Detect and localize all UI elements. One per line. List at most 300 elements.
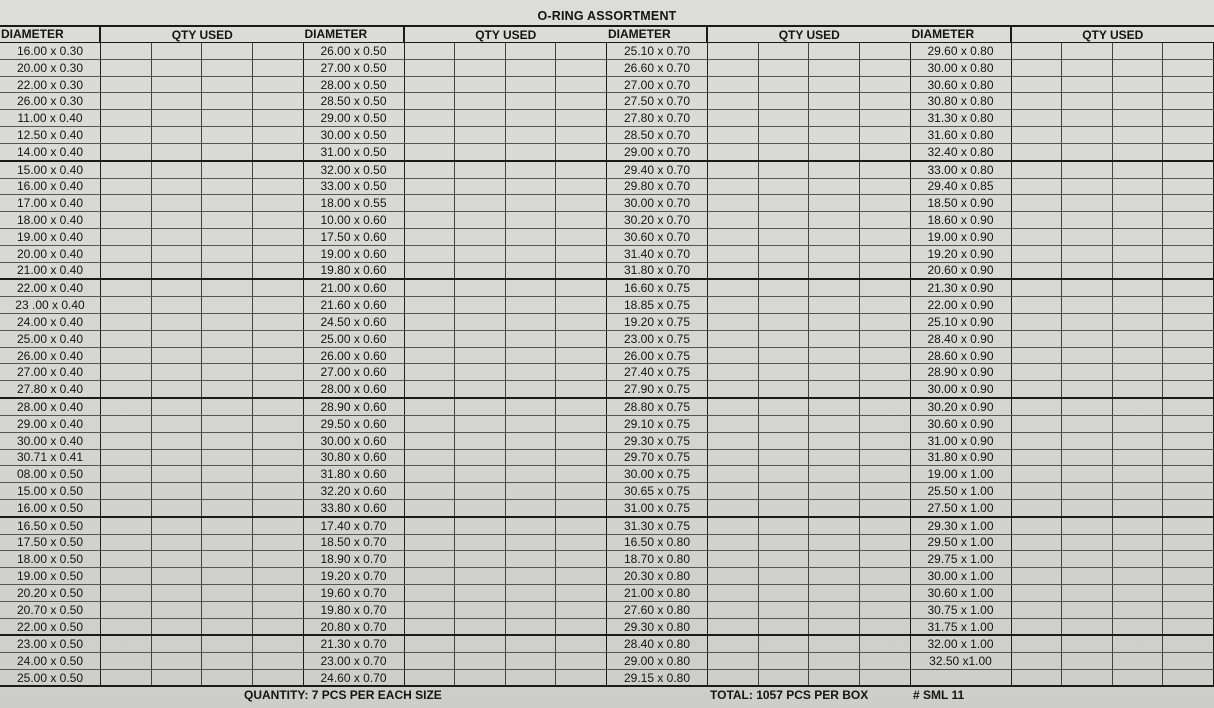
qty-used-cell[interactable]	[506, 93, 557, 109]
qty-used-cell[interactable]	[1062, 466, 1113, 482]
qty-used-cell[interactable]	[556, 551, 607, 567]
qty-used-cell[interactable]	[152, 636, 203, 652]
qty-used-cell[interactable]	[556, 127, 607, 143]
qty-used-cell[interactable]	[1113, 280, 1164, 296]
qty-used-cell[interactable]	[202, 263, 253, 279]
qty-used-cell[interactable]	[1113, 229, 1164, 245]
qty-used-cell[interactable]	[759, 144, 810, 160]
qty-used-cell[interactable]	[455, 636, 506, 652]
qty-used-cell[interactable]	[101, 110, 152, 126]
qty-used-cell[interactable]	[405, 518, 456, 534]
qty-used-cell[interactable]	[455, 195, 506, 211]
qty-used-cell[interactable]	[253, 297, 304, 313]
qty-used-cell[interactable]	[101, 263, 152, 279]
qty-used-cell[interactable]	[860, 263, 911, 279]
qty-used-cell[interactable]	[556, 297, 607, 313]
qty-used-cell[interactable]	[556, 653, 607, 669]
qty-used-cell[interactable]	[253, 280, 304, 296]
qty-used-cell[interactable]	[101, 212, 152, 228]
qty-used-cell[interactable]	[809, 518, 860, 534]
qty-used-cell[interactable]	[202, 416, 253, 432]
qty-used-cell[interactable]	[101, 77, 152, 93]
qty-used-cell[interactable]	[860, 653, 911, 669]
qty-used-cell[interactable]	[860, 127, 911, 143]
qty-used-cell[interactable]	[202, 636, 253, 652]
qty-used-cell[interactable]	[202, 280, 253, 296]
qty-used-cell[interactable]	[708, 43, 759, 59]
qty-used-cell[interactable]	[860, 483, 911, 499]
qty-used-cell[interactable]	[759, 314, 810, 330]
qty-used-cell[interactable]	[253, 535, 304, 551]
qty-used-cell[interactable]	[1163, 77, 1214, 93]
qty-used-cell[interactable]	[1113, 568, 1164, 584]
qty-used-cell[interactable]	[506, 568, 557, 584]
qty-used-cell[interactable]	[506, 636, 557, 652]
qty-used-cell[interactable]	[1113, 483, 1164, 499]
qty-used-cell[interactable]	[152, 195, 203, 211]
qty-used-cell[interactable]	[809, 110, 860, 126]
qty-used-cell[interactable]	[101, 551, 152, 567]
qty-used-cell[interactable]	[455, 381, 506, 397]
qty-used-cell[interactable]	[759, 127, 810, 143]
qty-used-cell[interactable]	[253, 619, 304, 635]
qty-used-cell[interactable]	[1163, 297, 1214, 313]
qty-used-cell[interactable]	[152, 348, 203, 364]
qty-used-cell[interactable]	[253, 263, 304, 279]
qty-used-cell[interactable]	[1113, 381, 1164, 397]
qty-used-cell[interactable]	[202, 483, 253, 499]
qty-used-cell[interactable]	[1113, 127, 1164, 143]
qty-used-cell[interactable]	[809, 450, 860, 466]
qty-used-cell[interactable]	[556, 500, 607, 516]
qty-used-cell[interactable]	[253, 212, 304, 228]
qty-used-cell[interactable]	[1163, 399, 1214, 415]
qty-used-cell[interactable]	[1163, 433, 1214, 449]
qty-used-cell[interactable]	[506, 212, 557, 228]
qty-used-cell[interactable]	[101, 500, 152, 516]
qty-used-cell[interactable]	[455, 127, 506, 143]
qty-used-cell[interactable]	[1163, 110, 1214, 126]
qty-used-cell[interactable]	[1113, 450, 1164, 466]
qty-used-cell[interactable]	[708, 568, 759, 584]
qty-used-cell[interactable]	[1163, 636, 1214, 652]
qty-used-cell[interactable]	[253, 60, 304, 76]
qty-used-cell[interactable]	[1062, 246, 1113, 262]
qty-used-cell[interactable]	[152, 450, 203, 466]
qty-used-cell[interactable]	[506, 246, 557, 262]
qty-used-cell[interactable]	[1113, 399, 1164, 415]
qty-used-cell[interactable]	[759, 619, 810, 635]
qty-used-cell[interactable]	[759, 585, 810, 601]
qty-used-cell[interactable]	[708, 433, 759, 449]
qty-used-cell[interactable]	[506, 399, 557, 415]
qty-used-cell[interactable]	[253, 144, 304, 160]
qty-used-cell[interactable]	[1062, 179, 1113, 195]
qty-used-cell[interactable]	[1012, 602, 1063, 618]
qty-used-cell[interactable]	[202, 77, 253, 93]
qty-used-cell[interactable]	[1012, 93, 1063, 109]
qty-used-cell[interactable]	[405, 43, 456, 59]
qty-used-cell[interactable]	[1163, 127, 1214, 143]
qty-used-cell[interactable]	[1163, 585, 1214, 601]
qty-used-cell[interactable]	[253, 179, 304, 195]
qty-used-cell[interactable]	[1163, 653, 1214, 669]
qty-used-cell[interactable]	[1113, 636, 1164, 652]
qty-used-cell[interactable]	[455, 110, 506, 126]
qty-used-cell[interactable]	[860, 364, 911, 380]
qty-used-cell[interactable]	[759, 110, 810, 126]
qty-used-cell[interactable]	[253, 162, 304, 178]
qty-used-cell[interactable]	[1062, 297, 1113, 313]
qty-used-cell[interactable]	[455, 399, 506, 415]
qty-used-cell[interactable]	[809, 636, 860, 652]
qty-used-cell[interactable]	[759, 364, 810, 380]
qty-used-cell[interactable]	[1113, 518, 1164, 534]
qty-used-cell[interactable]	[860, 602, 911, 618]
qty-used-cell[interactable]	[506, 162, 557, 178]
qty-used-cell[interactable]	[1113, 179, 1164, 195]
qty-used-cell[interactable]	[101, 348, 152, 364]
qty-used-cell[interactable]	[1113, 331, 1164, 347]
qty-used-cell[interactable]	[1113, 246, 1164, 262]
qty-used-cell[interactable]	[1113, 653, 1164, 669]
qty-used-cell[interactable]	[1062, 653, 1113, 669]
qty-used-cell[interactable]	[253, 585, 304, 601]
qty-used-cell[interactable]	[860, 60, 911, 76]
qty-used-cell[interactable]	[1062, 551, 1113, 567]
qty-used-cell[interactable]	[405, 466, 456, 482]
qty-used-cell[interactable]	[253, 314, 304, 330]
qty-used-cell[interactable]	[809, 381, 860, 397]
qty-used-cell[interactable]	[405, 602, 456, 618]
qty-used-cell[interactable]	[708, 619, 759, 635]
qty-used-cell[interactable]	[506, 619, 557, 635]
qty-used-cell[interactable]	[253, 568, 304, 584]
qty-used-cell[interactable]	[556, 348, 607, 364]
qty-used-cell[interactable]	[202, 518, 253, 534]
qty-used-cell[interactable]	[1062, 93, 1113, 109]
qty-used-cell[interactable]	[1012, 619, 1063, 635]
qty-used-cell[interactable]	[708, 636, 759, 652]
qty-used-cell[interactable]	[253, 77, 304, 93]
qty-used-cell[interactable]	[759, 568, 810, 584]
qty-used-cell[interactable]	[1062, 331, 1113, 347]
qty-used-cell[interactable]	[556, 43, 607, 59]
qty-used-cell[interactable]	[1062, 500, 1113, 516]
qty-used-cell[interactable]	[708, 466, 759, 482]
qty-used-cell[interactable]	[253, 348, 304, 364]
qty-used-cell[interactable]	[405, 568, 456, 584]
qty-used-cell[interactable]	[1163, 568, 1214, 584]
qty-used-cell[interactable]	[556, 518, 607, 534]
qty-used-cell[interactable]	[809, 585, 860, 601]
qty-used-cell[interactable]	[556, 602, 607, 618]
qty-used-cell[interactable]	[152, 518, 203, 534]
qty-used-cell[interactable]	[152, 179, 203, 195]
qty-used-cell[interactable]	[556, 314, 607, 330]
qty-used-cell[interactable]	[556, 381, 607, 397]
qty-used-cell[interactable]	[1113, 619, 1164, 635]
qty-used-cell[interactable]	[759, 263, 810, 279]
qty-used-cell[interactable]	[455, 364, 506, 380]
qty-used-cell[interactable]	[1163, 416, 1214, 432]
qty-used-cell[interactable]	[506, 535, 557, 551]
qty-used-cell[interactable]	[708, 314, 759, 330]
qty-used-cell[interactable]	[1012, 331, 1063, 347]
qty-used-cell[interactable]	[708, 212, 759, 228]
qty-used-cell[interactable]	[1012, 568, 1063, 584]
qty-used-cell[interactable]	[1012, 551, 1063, 567]
qty-used-cell[interactable]	[455, 179, 506, 195]
qty-used-cell[interactable]	[860, 77, 911, 93]
qty-used-cell[interactable]	[1062, 433, 1113, 449]
qty-used-cell[interactable]	[1113, 297, 1164, 313]
qty-used-cell[interactable]	[455, 535, 506, 551]
qty-used-cell[interactable]	[708, 127, 759, 143]
qty-used-cell[interactable]	[860, 416, 911, 432]
qty-used-cell[interactable]	[202, 602, 253, 618]
qty-used-cell[interactable]	[101, 60, 152, 76]
qty-used-cell[interactable]	[202, 381, 253, 397]
qty-used-cell[interactable]	[506, 670, 557, 686]
qty-used-cell[interactable]	[809, 263, 860, 279]
qty-used-cell[interactable]	[759, 348, 810, 364]
qty-used-cell[interactable]	[1062, 162, 1113, 178]
qty-used-cell[interactable]	[860, 246, 911, 262]
qty-used-cell[interactable]	[455, 162, 506, 178]
qty-used-cell[interactable]	[101, 483, 152, 499]
qty-used-cell[interactable]	[152, 110, 203, 126]
qty-used-cell[interactable]	[202, 585, 253, 601]
qty-used-cell[interactable]	[101, 43, 152, 59]
qty-used-cell[interactable]	[405, 246, 456, 262]
qty-used-cell[interactable]	[1113, 466, 1164, 482]
qty-used-cell[interactable]	[1062, 518, 1113, 534]
qty-used-cell[interactable]	[202, 670, 253, 686]
qty-used-cell[interactable]	[708, 518, 759, 534]
qty-used-cell[interactable]	[253, 381, 304, 397]
qty-used-cell[interactable]	[556, 535, 607, 551]
qty-used-cell[interactable]	[101, 144, 152, 160]
qty-used-cell[interactable]	[1012, 518, 1063, 534]
qty-used-cell[interactable]	[860, 670, 911, 686]
qty-used-cell[interactable]	[1113, 93, 1164, 109]
qty-used-cell[interactable]	[253, 500, 304, 516]
qty-used-cell[interactable]	[708, 450, 759, 466]
qty-used-cell[interactable]	[253, 433, 304, 449]
qty-used-cell[interactable]	[152, 297, 203, 313]
qty-used-cell[interactable]	[1062, 77, 1113, 93]
qty-used-cell[interactable]	[101, 331, 152, 347]
qty-used-cell[interactable]	[1113, 43, 1164, 59]
qty-used-cell[interactable]	[1062, 212, 1113, 228]
qty-used-cell[interactable]	[1113, 263, 1164, 279]
qty-used-cell[interactable]	[809, 93, 860, 109]
qty-used-cell[interactable]	[1012, 280, 1063, 296]
qty-used-cell[interactable]	[860, 229, 911, 245]
qty-used-cell[interactable]	[253, 229, 304, 245]
qty-used-cell[interactable]	[1012, 535, 1063, 551]
qty-used-cell[interactable]	[809, 602, 860, 618]
qty-used-cell[interactable]	[708, 263, 759, 279]
qty-used-cell[interactable]	[405, 364, 456, 380]
qty-used-cell[interactable]	[1062, 348, 1113, 364]
qty-used-cell[interactable]	[405, 399, 456, 415]
qty-used-cell[interactable]	[708, 602, 759, 618]
qty-used-cell[interactable]	[455, 500, 506, 516]
qty-used-cell[interactable]	[506, 280, 557, 296]
qty-used-cell[interactable]	[506, 433, 557, 449]
qty-used-cell[interactable]	[1113, 500, 1164, 516]
qty-used-cell[interactable]	[1012, 381, 1063, 397]
qty-used-cell[interactable]	[455, 585, 506, 601]
qty-used-cell[interactable]	[455, 551, 506, 567]
qty-used-cell[interactable]	[405, 348, 456, 364]
qty-used-cell[interactable]	[152, 364, 203, 380]
qty-used-cell[interactable]	[809, 466, 860, 482]
qty-used-cell[interactable]	[152, 93, 203, 109]
qty-used-cell[interactable]	[152, 162, 203, 178]
qty-used-cell[interactable]	[101, 314, 152, 330]
qty-used-cell[interactable]	[1163, 348, 1214, 364]
qty-used-cell[interactable]	[405, 619, 456, 635]
qty-used-cell[interactable]	[202, 93, 253, 109]
qty-used-cell[interactable]	[1012, 500, 1063, 516]
qty-used-cell[interactable]	[1163, 535, 1214, 551]
qty-used-cell[interactable]	[809, 331, 860, 347]
qty-used-cell[interactable]	[1012, 77, 1063, 93]
qty-used-cell[interactable]	[202, 450, 253, 466]
qty-used-cell[interactable]	[1062, 585, 1113, 601]
qty-used-cell[interactable]	[809, 162, 860, 178]
qty-used-cell[interactable]	[860, 433, 911, 449]
qty-used-cell[interactable]	[1113, 348, 1164, 364]
qty-used-cell[interactable]	[152, 568, 203, 584]
qty-used-cell[interactable]	[101, 179, 152, 195]
qty-used-cell[interactable]	[1012, 127, 1063, 143]
qty-used-cell[interactable]	[1062, 43, 1113, 59]
qty-used-cell[interactable]	[1012, 670, 1063, 686]
qty-used-cell[interactable]	[202, 162, 253, 178]
qty-used-cell[interactable]	[1012, 110, 1063, 126]
qty-used-cell[interactable]	[556, 433, 607, 449]
qty-used-cell[interactable]	[152, 77, 203, 93]
qty-used-cell[interactable]	[1113, 585, 1164, 601]
qty-used-cell[interactable]	[202, 212, 253, 228]
qty-used-cell[interactable]	[1062, 127, 1113, 143]
qty-used-cell[interactable]	[506, 179, 557, 195]
qty-used-cell[interactable]	[708, 144, 759, 160]
qty-used-cell[interactable]	[809, 246, 860, 262]
qty-used-cell[interactable]	[253, 43, 304, 59]
qty-used-cell[interactable]	[759, 381, 810, 397]
qty-used-cell[interactable]	[506, 60, 557, 76]
qty-used-cell[interactable]	[708, 670, 759, 686]
qty-used-cell[interactable]	[708, 77, 759, 93]
qty-used-cell[interactable]	[101, 195, 152, 211]
qty-used-cell[interactable]	[405, 381, 456, 397]
qty-used-cell[interactable]	[759, 500, 810, 516]
qty-used-cell[interactable]	[556, 450, 607, 466]
qty-used-cell[interactable]	[809, 416, 860, 432]
qty-used-cell[interactable]	[506, 416, 557, 432]
qty-used-cell[interactable]	[405, 535, 456, 551]
qty-used-cell[interactable]	[759, 246, 810, 262]
qty-used-cell[interactable]	[708, 162, 759, 178]
qty-used-cell[interactable]	[708, 93, 759, 109]
qty-used-cell[interactable]	[202, 551, 253, 567]
qty-used-cell[interactable]	[405, 483, 456, 499]
qty-used-cell[interactable]	[1062, 450, 1113, 466]
qty-used-cell[interactable]	[405, 297, 456, 313]
qty-used-cell[interactable]	[860, 568, 911, 584]
qty-used-cell[interactable]	[1113, 195, 1164, 211]
qty-used-cell[interactable]	[506, 195, 557, 211]
qty-used-cell[interactable]	[1062, 399, 1113, 415]
qty-used-cell[interactable]	[202, 195, 253, 211]
qty-used-cell[interactable]	[708, 280, 759, 296]
qty-used-cell[interactable]	[152, 500, 203, 516]
qty-used-cell[interactable]	[455, 450, 506, 466]
qty-used-cell[interactable]	[455, 568, 506, 584]
qty-used-cell[interactable]	[1163, 551, 1214, 567]
qty-used-cell[interactable]	[202, 568, 253, 584]
qty-used-cell[interactable]	[202, 110, 253, 126]
qty-used-cell[interactable]	[809, 500, 860, 516]
qty-used-cell[interactable]	[152, 602, 203, 618]
qty-used-cell[interactable]	[1163, 229, 1214, 245]
qty-used-cell[interactable]	[1113, 314, 1164, 330]
qty-used-cell[interactable]	[405, 433, 456, 449]
qty-used-cell[interactable]	[101, 162, 152, 178]
qty-used-cell[interactable]	[809, 364, 860, 380]
qty-used-cell[interactable]	[253, 518, 304, 534]
qty-used-cell[interactable]	[202, 348, 253, 364]
qty-used-cell[interactable]	[253, 416, 304, 432]
qty-used-cell[interactable]	[506, 127, 557, 143]
qty-used-cell[interactable]	[860, 399, 911, 415]
qty-used-cell[interactable]	[455, 466, 506, 482]
qty-used-cell[interactable]	[1012, 246, 1063, 262]
qty-used-cell[interactable]	[1113, 144, 1164, 160]
qty-used-cell[interactable]	[455, 602, 506, 618]
qty-used-cell[interactable]	[1163, 364, 1214, 380]
qty-used-cell[interactable]	[253, 399, 304, 415]
qty-used-cell[interactable]	[455, 619, 506, 635]
qty-used-cell[interactable]	[1012, 195, 1063, 211]
qty-used-cell[interactable]	[556, 280, 607, 296]
qty-used-cell[interactable]	[405, 280, 456, 296]
qty-used-cell[interactable]	[405, 60, 456, 76]
qty-used-cell[interactable]	[556, 670, 607, 686]
qty-used-cell[interactable]	[253, 483, 304, 499]
qty-used-cell[interactable]	[860, 348, 911, 364]
qty-used-cell[interactable]	[809, 195, 860, 211]
qty-used-cell[interactable]	[101, 246, 152, 262]
qty-used-cell[interactable]	[152, 399, 203, 415]
qty-used-cell[interactable]	[708, 535, 759, 551]
qty-used-cell[interactable]	[759, 535, 810, 551]
qty-used-cell[interactable]	[152, 60, 203, 76]
qty-used-cell[interactable]	[455, 331, 506, 347]
qty-used-cell[interactable]	[506, 466, 557, 482]
qty-used-cell[interactable]	[152, 331, 203, 347]
qty-used-cell[interactable]	[152, 619, 203, 635]
qty-used-cell[interactable]	[152, 466, 203, 482]
qty-used-cell[interactable]	[759, 551, 810, 567]
qty-used-cell[interactable]	[101, 127, 152, 143]
qty-used-cell[interactable]	[506, 585, 557, 601]
